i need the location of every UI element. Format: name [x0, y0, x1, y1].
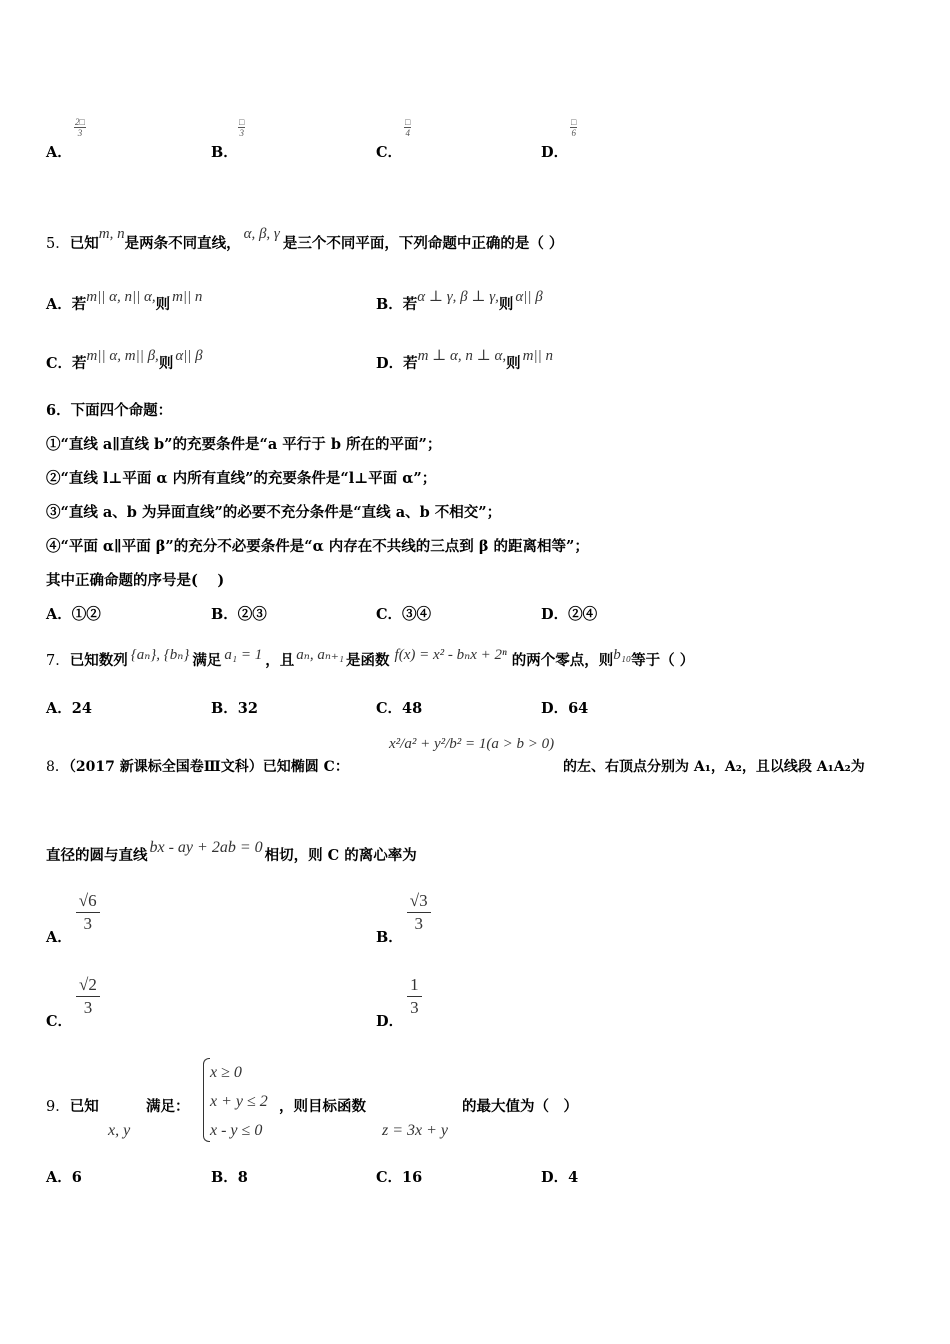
q4-c-label: C．	[376, 144, 403, 161]
q6-intro: 6．下面四个命题：	[46, 402, 173, 419]
q7-t3: 是函数	[346, 652, 390, 669]
q4-c-num: □	[405, 117, 411, 127]
q9-option-c[interactable]: C．16	[376, 1169, 423, 1186]
q4-b-fraction	[238, 117, 245, 138]
q8-line-equation: bx - ay + 2ab = 0	[149, 839, 263, 856]
q5-pre: 已知	[69, 235, 99, 252]
q9-constraint-3: x - y ≤ 0	[210, 1122, 263, 1139]
q8-post: 的左、右顶点分别为 A₁，A₂，且以线段 A₁A₂为	[563, 759, 865, 775]
q4-b-den: 3	[239, 128, 244, 138]
q9-option-d[interactable]: D．4	[541, 1169, 579, 1186]
q8-source: （2017 新课标全国卷Ⅲ文科）已知椭圆 C：	[68, 759, 349, 775]
q9-t3: 的最大值为（ ）	[462, 1098, 578, 1115]
q7-t2: ，且	[265, 652, 295, 669]
q7-func: f(x) = x² - bₙx + 2ⁿ	[394, 647, 507, 663]
q7-option-d[interactable]: D．64	[541, 700, 589, 717]
q5-c-concl: α|| β	[175, 348, 203, 364]
q7-stem	[46, 649, 694, 670]
q8-option-c[interactable]	[46, 974, 100, 1030]
q4-c-den: 4	[405, 128, 410, 138]
q9-constraint-1: x ≥ 0	[210, 1064, 242, 1081]
q9-objective: z = 3x + y	[382, 1122, 449, 1139]
q6-item-2: ②“直线 l⊥平面 α 内所有直线”的充要条件是“l⊥平面 α”；	[46, 470, 437, 487]
q9-system	[210, 1058, 268, 1145]
q5-a-concl: m|| n	[172, 289, 203, 305]
q4-b-num: □	[239, 117, 245, 127]
q5-mid: 是两条不同直线，	[124, 235, 241, 252]
q7-t4: 的两个零点，则	[511, 652, 614, 669]
q9-t2: ，则目标函数	[279, 1098, 366, 1115]
q5-b-concl: α|| β	[515, 289, 543, 305]
q8-option-b[interactable]	[376, 890, 431, 946]
q8-b-num: √3	[407, 890, 431, 913]
q5-option-b[interactable]	[376, 289, 543, 314]
q8-option-d[interactable]	[376, 974, 422, 1030]
q8-a-den: 3	[83, 914, 92, 933]
q5-post: 是三个不同平面，下列命题中正确的是（ ）	[282, 235, 564, 252]
q4-a-fraction	[74, 117, 86, 138]
q4-a-num: 2□	[75, 117, 85, 127]
q8-line2-pre: 直径的圆与直线	[46, 847, 148, 864]
q5-mn: m, n	[98, 226, 125, 242]
q9-t1: 满足：	[146, 1098, 190, 1115]
q8-line2	[46, 839, 417, 865]
q4-d-den: 6	[571, 128, 576, 138]
q6-option-d[interactable]: D．②④	[541, 606, 598, 623]
q6-option-a[interactable]: A．①②	[46, 606, 101, 623]
q5-b-then: 则	[498, 296, 514, 313]
q8-a-num: √6	[76, 890, 100, 913]
q9-option-a[interactable]: A．6	[46, 1169, 82, 1186]
q8-b-den: 3	[414, 914, 423, 933]
q7-number: 7．	[46, 653, 70, 669]
q7-pre: 已知数列	[69, 652, 128, 669]
q8-number: 8．	[46, 759, 69, 775]
q9-number: 9．	[46, 1099, 70, 1115]
q9-brace	[203, 1058, 210, 1142]
q5-b-cond: α ⊥ γ, β ⊥ γ,	[417, 289, 499, 305]
q4-d-label: D．	[541, 144, 569, 161]
q6-ask: 其中正确命题的序号是( )	[46, 572, 225, 589]
q7-option-b[interactable]: B．32	[211, 700, 258, 717]
q8-b-label: B．	[376, 928, 403, 946]
q5-c-then: 则	[158, 355, 174, 372]
q6-item-1: ①“直线 a∥直线 b”的充要条件是“a 平行于 b 所在的平面”；	[46, 436, 442, 453]
q5-d-concl: m|| n	[522, 348, 553, 364]
q6-option-b[interactable]: B．②③	[211, 606, 267, 623]
q5-planes: α, β, γ	[243, 226, 280, 242]
q7-seq: {aₙ}, {bₙ}	[130, 647, 190, 663]
q7-option-c[interactable]: C．48	[376, 700, 423, 717]
q7-option-a[interactable]: A．24	[46, 700, 92, 717]
q7-t5: 等于（ ）	[631, 652, 695, 669]
q7-cond: a₁ = 1	[224, 647, 263, 663]
q5-d-then: 则	[506, 355, 521, 372]
q5-a-then: 则	[155, 296, 171, 313]
q8-d-den: 3	[410, 998, 419, 1017]
q8-c-den: 3	[83, 998, 93, 1017]
q6-item-4: ④“平面 α∥平面 β”的充分不必要条件是“α 内存在不共线的三点到 β 的距离相等”；	[46, 538, 589, 555]
q5-d-label: D．若	[376, 355, 418, 372]
q5-c-label: C．若	[46, 355, 87, 372]
q5-number: 5．	[46, 236, 70, 252]
q4-d-num: □	[571, 117, 577, 127]
q8-c-label: C．	[46, 1012, 73, 1030]
q6-option-c[interactable]: C．③④	[376, 606, 432, 623]
q9-pre: 已知	[69, 1098, 99, 1115]
q5-a-cond: m|| α, n|| α,	[86, 289, 156, 305]
q8-line2-post: 相切，则 C 的离心率为	[264, 847, 417, 864]
q4-d-fraction	[570, 117, 577, 138]
q4-b-label: B．	[211, 144, 238, 161]
q8-ellipse-equation	[389, 733, 554, 753]
q8-c-num: √2	[76, 974, 100, 997]
q8-d-label: D．	[376, 1012, 404, 1030]
q5-option-a[interactable]	[46, 289, 203, 314]
q9-stem	[46, 1095, 99, 1116]
q8-ellipse: x²/a² + y²/b² = 1(a > b > 0)	[389, 736, 555, 752]
q4-a-den: 3	[77, 128, 83, 138]
q5-c-cond: m|| α, m|| β,	[86, 348, 159, 364]
q5-stem	[46, 226, 564, 253]
q7-b10: b₁₀	[613, 647, 632, 663]
q9-vars: x, y	[108, 1122, 131, 1139]
q5-d-cond: m ⊥ α, n ⊥ α,	[417, 348, 507, 364]
q5-option-c[interactable]	[46, 348, 203, 373]
q9-option-b[interactable]: B．8	[211, 1169, 248, 1186]
q5-option-d[interactable]	[376, 348, 553, 373]
q4-c-fraction	[404, 117, 411, 138]
q5-a-label: A．若	[46, 296, 87, 313]
q8-stem	[46, 756, 349, 776]
q8-d-num: 1	[407, 974, 422, 997]
q9-constraint-2: x + y ≤ 2	[210, 1093, 268, 1110]
q5-b-label: B．若	[376, 296, 418, 313]
q7-pair: aₙ, aₙ₊₁	[296, 647, 345, 663]
q8-a-label: A．	[46, 928, 72, 946]
q7-t1: 满足	[192, 652, 222, 669]
q8-option-a[interactable]	[46, 890, 100, 946]
q6-item-3: ③“直线 a、b 为异面直线”的必要不充分条件是“直线 a、b 不相交”；	[46, 504, 502, 521]
q4-a-label: A．	[46, 144, 72, 161]
